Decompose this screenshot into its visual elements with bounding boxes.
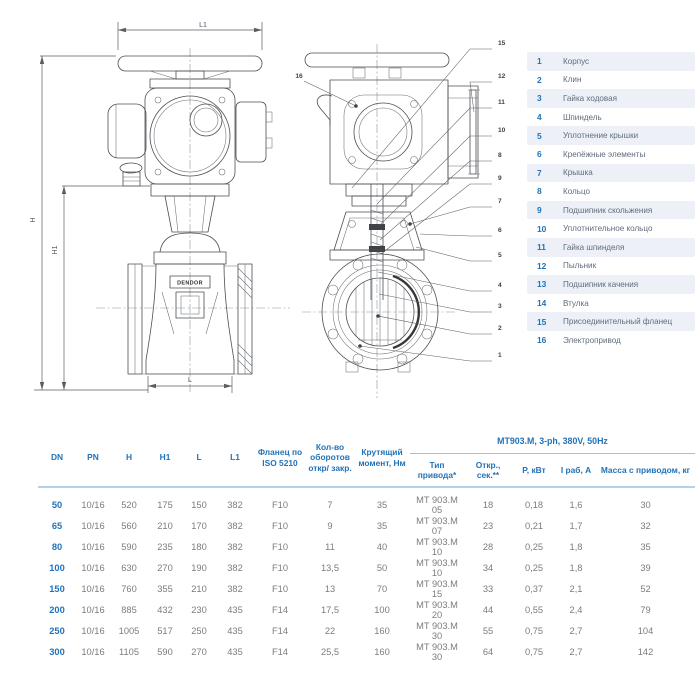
value-cell: 0,75 — [524, 625, 544, 636]
value-cell: MT 903.M 15 — [416, 578, 458, 599]
legend-item — [527, 275, 695, 294]
callout-leader — [380, 161, 492, 240]
legend-item-number: 6 — [537, 149, 542, 160]
column-header: Фланец по ISO 5210 — [254, 429, 306, 487]
legend-item-label: Подшипник качения — [563, 279, 639, 289]
legend-item — [527, 312, 695, 331]
value-cell: 11 — [325, 541, 335, 552]
legend-item — [527, 108, 695, 127]
value-cell: F14 — [271, 604, 289, 615]
value-cell: 30 — [640, 499, 651, 510]
value-cell: 1,8 — [569, 541, 583, 552]
value-cell: 142 — [637, 646, 654, 657]
legend-item-number: 2 — [537, 74, 542, 85]
legend-item-label: Гайка ходовая — [563, 93, 618, 103]
dn-cell: 50 — [51, 499, 63, 510]
value-cell: 28 — [482, 541, 494, 552]
value-cell: 39 — [640, 562, 651, 573]
value-cell: 0,21 — [524, 520, 544, 531]
table-row — [38, 641, 695, 662]
value-cell: 250 — [191, 625, 207, 636]
value-cell: 18 — [482, 499, 494, 510]
column-subheader: Тип привода* — [410, 454, 464, 488]
value-cell: 160 — [374, 625, 390, 636]
column-header: H — [110, 429, 148, 487]
value-cell: 22 — [324, 625, 336, 636]
value-cell: 50 — [376, 562, 388, 573]
column-subheader: I раб, A — [556, 454, 596, 488]
column-header: L1 — [216, 429, 254, 487]
value-cell: 10/16 — [81, 583, 105, 594]
spec-table-head — [38, 429, 695, 487]
svg-text:H: H — [30, 217, 37, 223]
value-cell: 10/16 — [81, 604, 105, 615]
legend-item-label: Корпус — [563, 56, 590, 66]
dn-cell: 200 — [49, 604, 65, 615]
section-view-drawing — [302, 44, 480, 398]
value-cell: 160 — [374, 646, 390, 657]
spec-table — [38, 429, 695, 662]
value-cell: 2,4 — [569, 604, 583, 615]
legend-item — [527, 164, 695, 183]
legend-item — [527, 257, 695, 276]
value-cell: 210 — [191, 583, 207, 594]
value-cell: 382 — [227, 562, 243, 573]
value-cell: 520 — [121, 499, 137, 510]
legend-item-label: Уплотнение крышки — [563, 131, 639, 141]
callout-3: 3 — [498, 303, 502, 310]
value-cell: 435 — [227, 625, 243, 636]
legend-item-label: Гайка шпинделя — [563, 242, 625, 252]
callout-dot — [408, 222, 412, 226]
legend-item — [527, 182, 695, 201]
column-header: H1 — [148, 429, 182, 487]
left-callout-group — [295, 73, 357, 108]
value-cell: 10/16 — [81, 625, 105, 636]
parts-legend — [527, 52, 695, 350]
callout-leader — [377, 108, 492, 204]
legend-item-label: Крепёжные элементы — [563, 149, 646, 159]
value-cell: 9 — [327, 520, 333, 531]
legend-item-number: 4 — [537, 112, 542, 123]
value-cell: 2,7 — [569, 646, 583, 657]
value-cell: 235 — [157, 541, 173, 552]
legend-item — [527, 89, 695, 108]
value-cell: F10 — [271, 583, 289, 594]
front-view-drawing — [30, 22, 290, 393]
value-cell: 1,8 — [569, 562, 583, 573]
value-cell: 630 — [121, 562, 137, 573]
o-ring — [369, 246, 385, 252]
worm-gear-circle — [354, 103, 412, 161]
value-cell: 1,7 — [569, 520, 583, 531]
value-cell: 0,25 — [524, 562, 544, 573]
value-cell: 0,25 — [524, 541, 544, 552]
value-cell: 40 — [376, 541, 388, 552]
legend-item — [527, 294, 695, 313]
value-cell: 230 — [191, 604, 207, 615]
table-row — [38, 620, 695, 641]
value-cell: 355 — [157, 583, 173, 594]
legend-item-label: Втулка — [563, 298, 589, 308]
table-row — [38, 487, 695, 515]
legend-item-label: Шпиндель — [563, 112, 602, 122]
dn-cell: 100 — [49, 562, 65, 573]
table-row — [38, 557, 695, 578]
spec-table-wrap — [38, 429, 695, 662]
legend-item-label: Электропривод — [563, 335, 621, 345]
value-cell: 0,18 — [524, 499, 544, 510]
legend-item-number: 8 — [537, 186, 542, 197]
dn-cell: 80 — [51, 541, 63, 552]
callout-2: 2 — [498, 325, 502, 332]
callout-7: 7 — [498, 198, 502, 205]
value-cell: 270 — [191, 646, 207, 657]
legend-item — [527, 145, 695, 164]
value-cell: 100 — [374, 604, 390, 615]
value-cell: 590 — [121, 541, 137, 552]
legend-item-number: 9 — [537, 205, 542, 216]
callout-16: 16 — [295, 73, 303, 80]
legend-item-number: 14 — [537, 298, 547, 309]
column-subheader: P, кВт — [512, 454, 556, 488]
value-cell: 382 — [227, 541, 243, 552]
callout-leader — [381, 184, 492, 254]
value-cell: MT 903.M 30 — [416, 620, 458, 641]
side-compartment — [448, 86, 478, 178]
value-cell: 560 — [121, 520, 137, 531]
legend-item-label: Уплотнительное кольцо — [563, 224, 653, 234]
value-cell: 10/16 — [81, 499, 105, 510]
legend-item — [527, 52, 695, 71]
callout-dot — [358, 344, 362, 348]
callout-5: 5 — [498, 252, 502, 259]
value-cell: 1,6 — [569, 499, 583, 510]
svg-text:L: L — [188, 377, 192, 384]
value-cell: 0,55 — [524, 604, 544, 615]
legend-item — [527, 201, 695, 220]
callout-leader — [379, 136, 492, 226]
svg-text:H1: H1 — [52, 245, 59, 255]
legend-item-number: 5 — [537, 130, 542, 141]
legend-item — [527, 331, 695, 350]
group-header: MT903.M, 3-ph, 380V, 50Hz — [410, 429, 695, 454]
value-cell: 64 — [482, 646, 494, 657]
value-cell: 44 — [482, 604, 494, 615]
callout-10: 10 — [498, 127, 506, 134]
legend-item — [527, 71, 695, 90]
value-cell: MT 903.M 30 — [416, 641, 458, 662]
value-cell: 33 — [482, 583, 494, 594]
value-cell: 34 — [482, 562, 494, 573]
legend-item-label: Присоединительный фланец — [563, 317, 673, 327]
value-cell: 0,37 — [524, 583, 544, 594]
value-cell: 2,7 — [569, 625, 583, 636]
callout-4: 4 — [498, 282, 502, 289]
right-callouts — [352, 40, 506, 361]
callout-15: 15 — [498, 40, 506, 47]
callout-leader — [420, 234, 492, 236]
mounting-flange — [346, 184, 412, 196]
value-cell: 10/16 — [81, 520, 105, 531]
value-cell: F10 — [271, 541, 289, 552]
legend-item — [527, 219, 695, 238]
legend-item — [527, 238, 695, 257]
callout-9: 9 — [498, 175, 502, 182]
column-subheader: Масса с приводом, кг — [596, 454, 695, 488]
value-cell: 35 — [376, 499, 388, 510]
table-row — [38, 578, 695, 599]
legend-item-number: 15 — [537, 316, 547, 327]
value-cell: 180 — [191, 541, 207, 552]
column-header: DN — [38, 429, 76, 487]
legend-item-number: 1 — [537, 56, 542, 67]
seal-ring — [369, 224, 385, 230]
column-subheader: Откр., сек.** — [464, 454, 512, 488]
legend-item-label: Клин — [563, 75, 582, 85]
column-header: Кол-во оборотов откр/ закр. — [306, 429, 354, 487]
value-cell: 13,5 — [320, 562, 340, 573]
value-cell: 52 — [640, 583, 651, 594]
terminal-box — [236, 102, 266, 162]
value-cell: 432 — [157, 604, 173, 615]
value-cell: 435 — [227, 604, 243, 615]
callout-8: 8 — [498, 152, 502, 159]
legend-item-number: 7 — [537, 167, 542, 178]
legend-item-number: 11 — [537, 242, 546, 253]
column-header: PN — [76, 429, 110, 487]
value-cell: 760 — [121, 583, 137, 594]
value-cell: 175 — [157, 499, 173, 510]
cable-gland — [120, 163, 142, 173]
value-cell: 382 — [227, 520, 243, 531]
value-cell: 10/16 — [81, 541, 105, 552]
dimension-h — [30, 56, 148, 390]
value-cell: 270 — [157, 562, 173, 573]
motor-block — [108, 104, 146, 158]
value-cell: F10 — [271, 499, 289, 510]
value-cell: 0,75 — [524, 646, 544, 657]
legend-item — [527, 126, 695, 145]
value-cell: MT 903.M 10 — [416, 536, 458, 557]
table-row — [38, 599, 695, 620]
legend-item-label: Подшипник скольжения — [563, 205, 653, 215]
value-cell: F14 — [271, 625, 289, 636]
callout-11: 11 — [498, 99, 505, 106]
value-cell: 2,1 — [569, 583, 583, 594]
dn-cell: 150 — [49, 583, 65, 594]
value-cell: 885 — [121, 604, 137, 615]
callout-leader — [470, 82, 492, 112]
callout-6: 6 — [498, 227, 502, 234]
value-cell: 104 — [637, 625, 654, 636]
value-cell: 10/16 — [81, 646, 105, 657]
value-cell: 32 — [640, 520, 651, 531]
value-cell: MT 903.M 10 — [416, 557, 458, 578]
legend-item-number: 16 — [537, 335, 547, 346]
column-header: Крутящий момент, Нм — [354, 429, 410, 487]
value-cell: MT 903.M 20 — [416, 599, 458, 620]
value-cell: F10 — [271, 520, 289, 531]
svg-text:L1: L1 — [199, 22, 207, 29]
value-cell: F14 — [271, 646, 289, 657]
indicator-window — [190, 104, 222, 136]
callout-12: 12 — [498, 73, 506, 80]
dn-cell: 300 — [49, 646, 65, 657]
legend-item-label: Кольцо — [563, 186, 591, 196]
value-cell: MT 903.M 05 — [416, 494, 458, 515]
dn-cell: 250 — [49, 625, 65, 636]
value-cell: 210 — [157, 520, 173, 531]
table-row — [38, 515, 695, 536]
value-cell: 170 — [191, 520, 207, 531]
legend-item-number: 3 — [537, 93, 542, 104]
value-cell: 13 — [324, 583, 336, 594]
value-cell: 35 — [640, 541, 651, 552]
value-cell: 79 — [640, 604, 651, 615]
table-row — [38, 536, 695, 557]
value-cell: 25,5 — [320, 646, 340, 657]
value-cell: 1105 — [119, 646, 139, 657]
legend-item-number: 12 — [537, 260, 547, 271]
value-cell: 1005 — [118, 625, 140, 636]
value-cell: F10 — [271, 562, 289, 573]
value-cell: 517 — [157, 625, 173, 636]
callout-leader — [416, 247, 492, 261]
dn-cell: 65 — [51, 520, 63, 531]
brand-label: DENDOR — [177, 280, 203, 287]
value-cell: 23 — [482, 520, 494, 531]
value-cell: MT 903.M 07 — [416, 515, 458, 536]
dimension-l1 — [118, 22, 262, 50]
value-cell: 55 — [482, 625, 494, 636]
legend-item-number: 10 — [537, 223, 547, 234]
value-cell: 382 — [227, 583, 243, 594]
value-cell: 10/16 — [81, 562, 105, 573]
value-cell: 7 — [327, 499, 333, 510]
legend-item-label: Крышка — [563, 168, 593, 178]
value-cell: 435 — [227, 646, 243, 657]
value-cell: 590 — [157, 646, 173, 657]
value-cell: 150 — [191, 499, 207, 510]
value-cell: 382 — [227, 499, 243, 510]
value-cell: 70 — [376, 583, 388, 594]
callout-dot — [376, 314, 380, 318]
callout-1: 1 — [498, 352, 502, 359]
spec-table-body — [38, 487, 695, 662]
value-cell: 190 — [191, 562, 207, 573]
value-cell: 17,5 — [320, 604, 340, 615]
legend-item-number: 13 — [537, 279, 547, 290]
column-header: L — [182, 429, 216, 487]
dimension-h1 — [52, 186, 150, 390]
legend-item-label: Пыльник — [563, 261, 597, 271]
value-cell: 35 — [376, 520, 388, 531]
